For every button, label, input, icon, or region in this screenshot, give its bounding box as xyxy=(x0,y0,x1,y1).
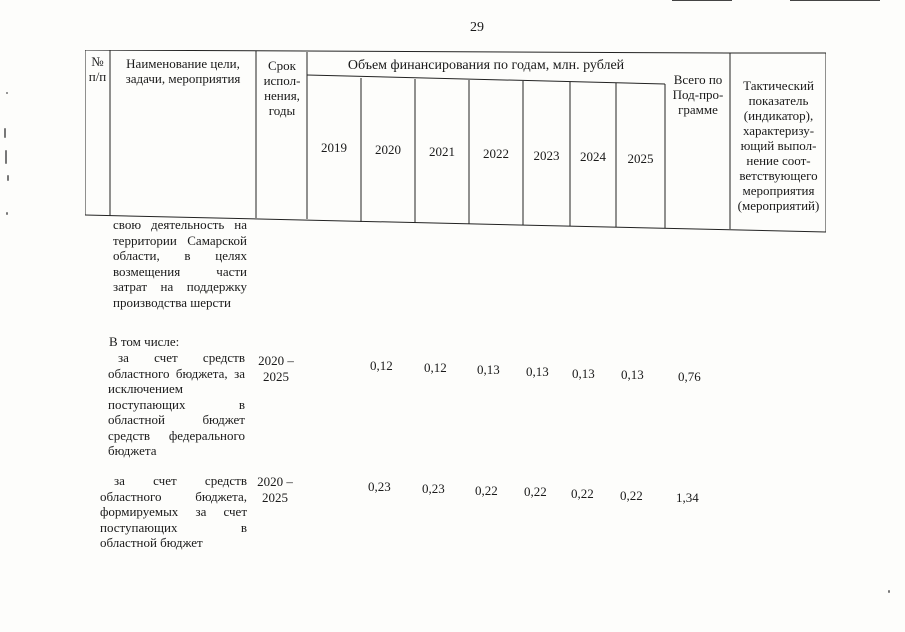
row-2-label: за счет средств областного бюджета, формируемых за счет поступающих в областной бюджет xyxy=(100,473,247,550)
row-1-value-2023: 0,13 xyxy=(526,364,549,379)
row-2-value-2020: 0,23 xyxy=(368,479,391,494)
header-year-2024: 2024 xyxy=(580,149,606,164)
row-2-value-2023: 0,22 xyxy=(524,484,547,499)
row-2-value-2021: 0,23 xyxy=(422,481,445,496)
row-1-value-2024: 0,13 xyxy=(572,366,595,381)
header-year-2022: 2022 xyxy=(483,146,509,161)
header-year-2023: 2023 xyxy=(533,148,560,163)
row-2-term: 2020 – 2025 xyxy=(257,474,293,505)
row-1-value-2021: 0,12 xyxy=(424,360,447,375)
row-2-value-2025: 0,22 xyxy=(620,488,643,503)
header-funding: Объем финансирования по годам, млн. рублей xyxy=(347,58,625,73)
page-number: 29 xyxy=(470,20,484,35)
top-edge-rule xyxy=(672,0,732,1)
row-2-total: 1,34 xyxy=(676,490,699,505)
header-indicator: Тактический показатель (индикатор), характеризу-ющий выпол-нение соот-ветствующего мероприятия (мероприятий) xyxy=(737,78,820,213)
header-num: № п/п xyxy=(88,54,107,84)
row-1-total: 0,76 xyxy=(678,369,701,384)
continuation-text: свою деятельность на территории Самарской области, в целях возмещения части затрат на поддержку производства шерсти xyxy=(113,217,247,310)
header-term: Срок испол-нения, годы xyxy=(263,58,301,118)
header-total: Всего по Под-про-грамме xyxy=(672,72,724,117)
header-year-2025: 2025 xyxy=(627,151,654,166)
row-1-value-2025: 0,13 xyxy=(621,367,644,382)
scan-speck xyxy=(888,590,890,593)
scan-speck xyxy=(4,128,6,138)
scan-speck xyxy=(6,212,8,215)
row-2-value-2022: 0,22 xyxy=(475,483,498,498)
row-1-value-2020: 0,12 xyxy=(370,358,393,373)
row-1-label: за счет средств областного бюджета, за исключением поступающих в областной бюджет средств федерального бюджета xyxy=(108,350,245,458)
including-label: В том числе: xyxy=(109,334,180,349)
table-header xyxy=(85,50,826,233)
top-edge-rule xyxy=(790,0,880,1)
scan-speck xyxy=(6,92,8,94)
row-1-term: 2020 – 2025 xyxy=(258,353,294,384)
row-1-value-2022: 0,13 xyxy=(477,362,500,377)
header-year-2019: 2019 xyxy=(321,140,347,155)
scan-speck xyxy=(5,150,7,164)
scan-speck xyxy=(7,175,9,181)
header-year-2021: 2021 xyxy=(429,144,455,159)
row-2-value-2024: 0,22 xyxy=(571,486,594,501)
header-name: Наименование цели, задачи, мероприятия xyxy=(125,56,241,86)
header-year-2020: 2020 xyxy=(375,142,401,157)
